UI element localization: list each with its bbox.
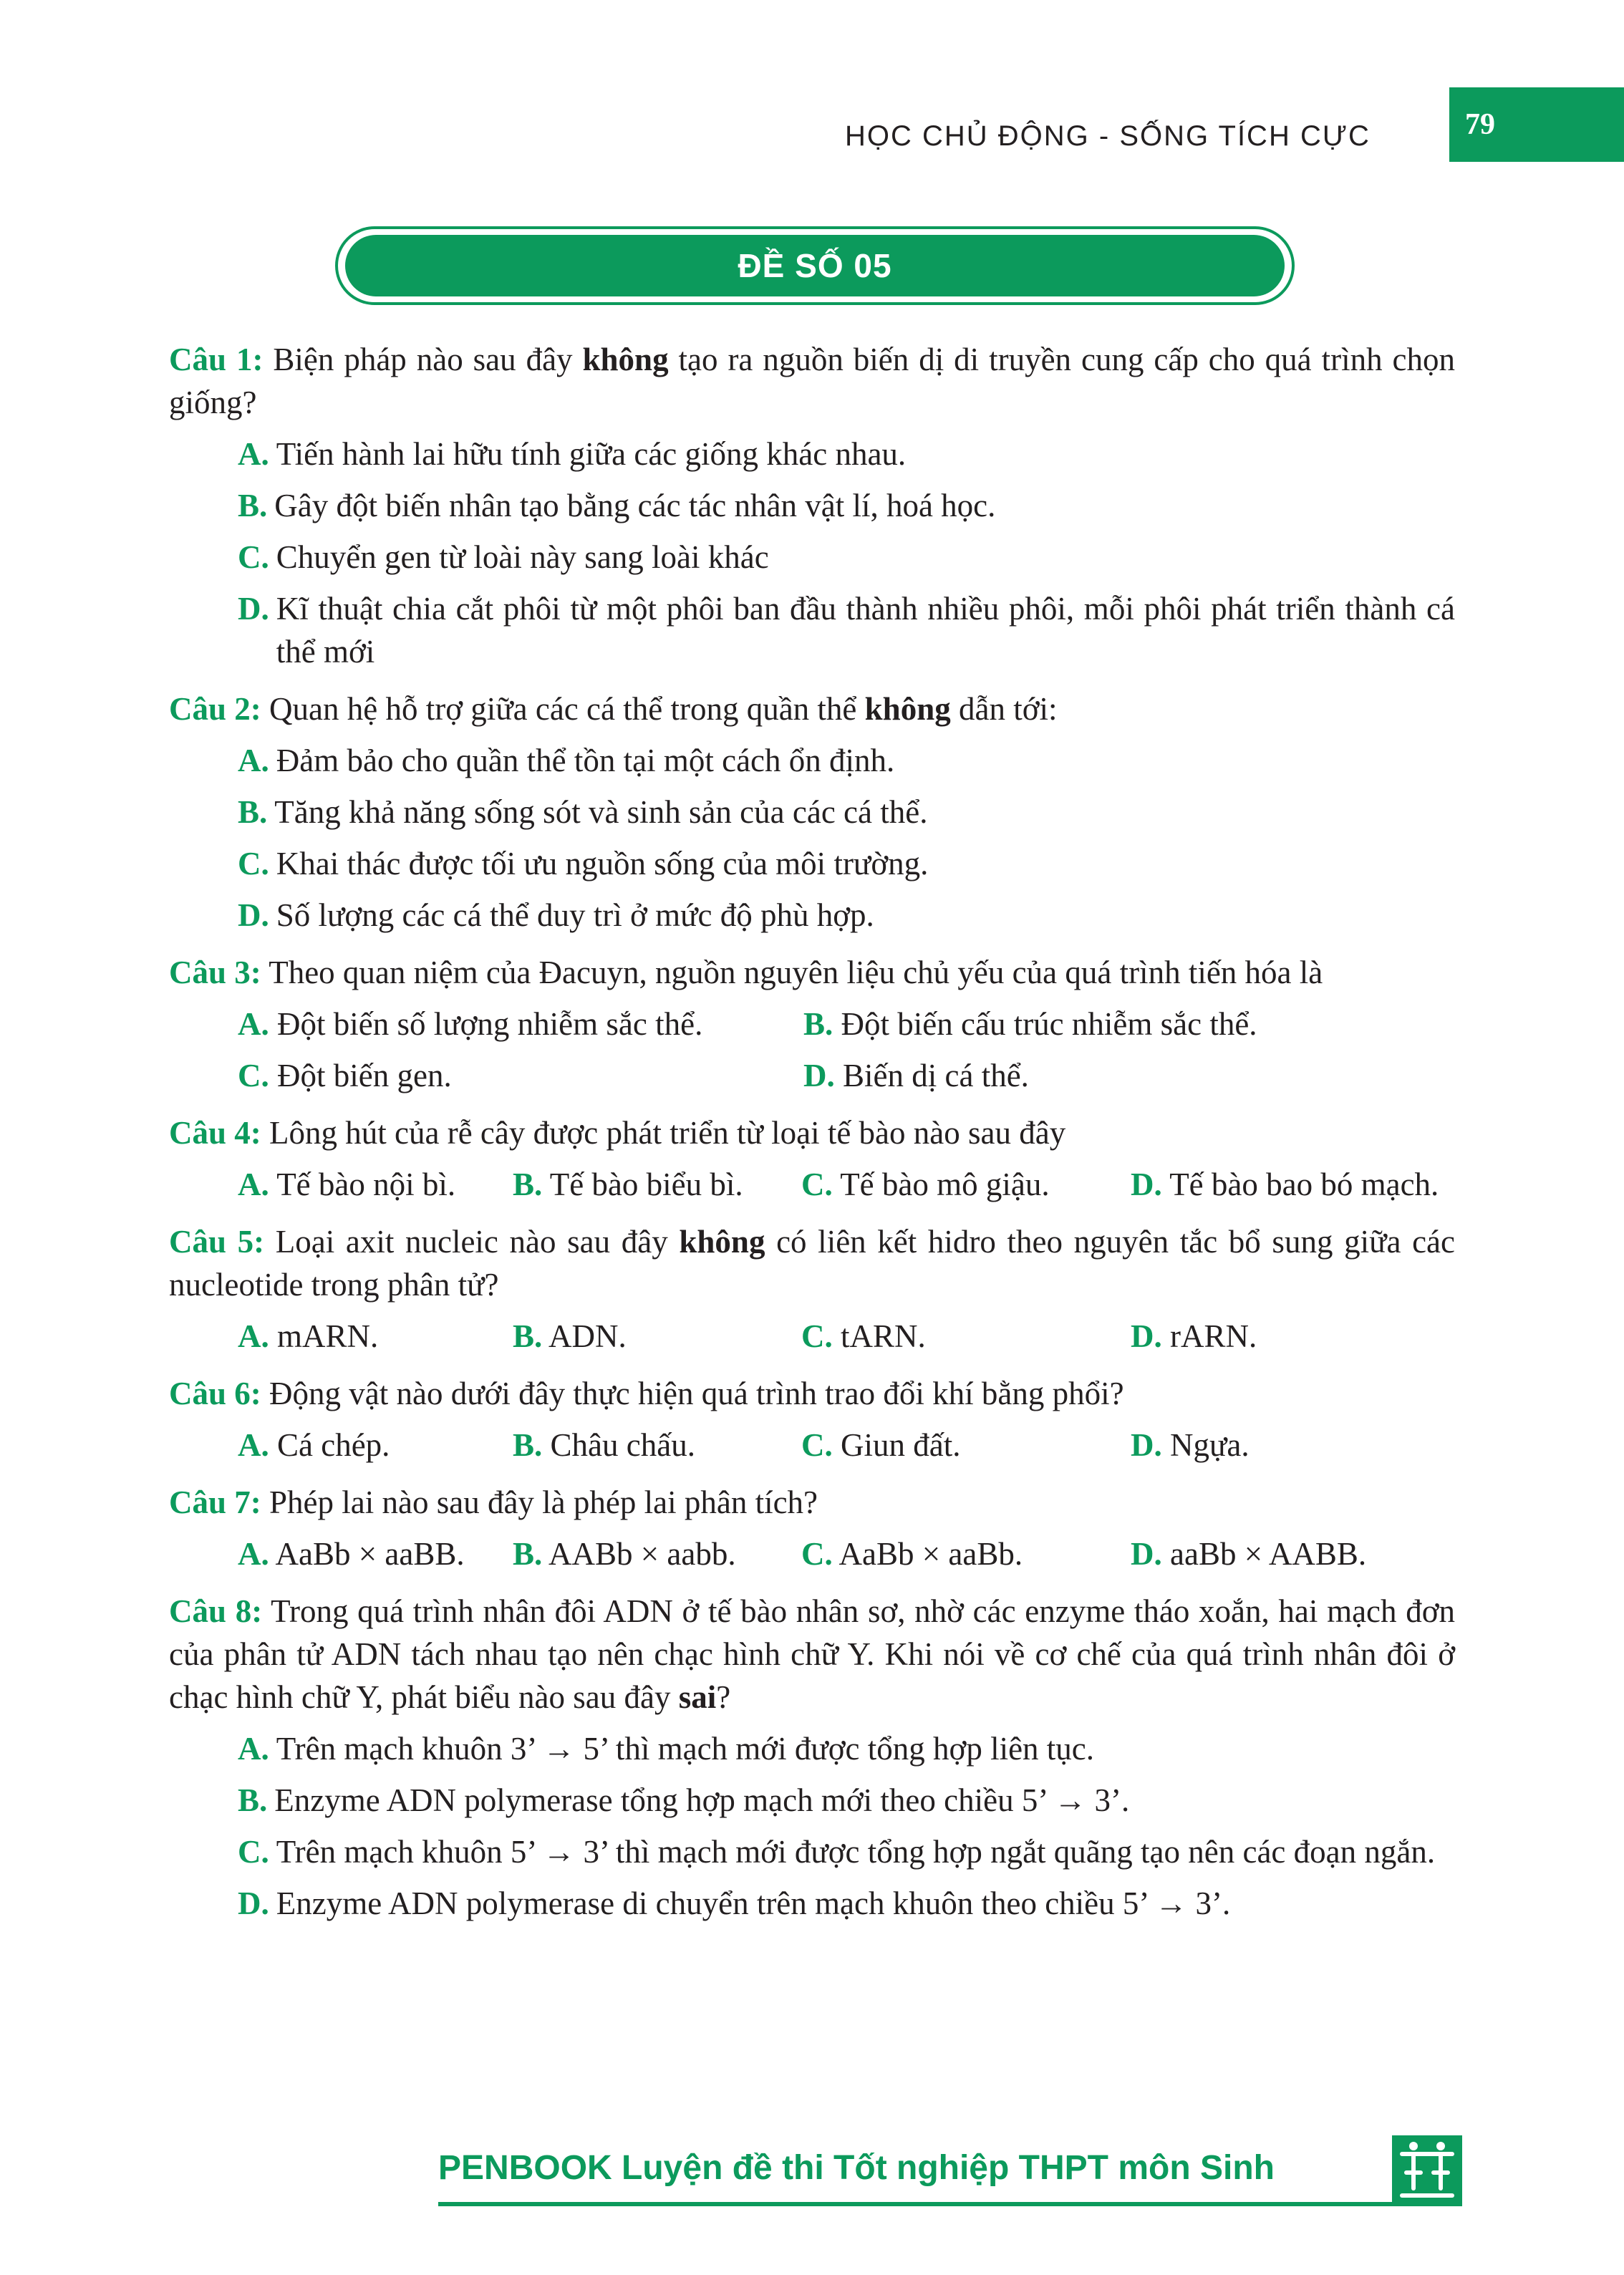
answer-option-c [238,536,1455,579]
option-label: D. [1131,1167,1162,1202]
option-label: C. [238,1834,269,1870]
option-text: Enzyme ADN polymerase di chuyển trên mạch khuôn theo chiều 5’ → 3’. [276,1885,1231,1921]
option-label: C. [801,1167,833,1202]
answer-option-d [238,1882,1455,1925]
answer-option-b [513,1532,801,1575]
option-label: B. [803,1006,833,1042]
option-label: A. [238,743,269,778]
answer-options [238,1727,1455,1925]
answer-option-d [1131,1315,1257,1358]
question-label: Câu 4: [169,1115,261,1151]
option-text: Tăng khả năng sống sót và sinh sản của các cá thể. [274,794,928,830]
answer-option-b [803,1003,1369,1045]
option-text: ADN. [548,1318,627,1354]
option-text: Trên mạch khuôn 5’ → 3’ thì mạch mới được tổng hợp ngắt quãng tạo nên các đoạn ngắn. [276,1834,1436,1870]
option-label: A. [238,436,269,472]
option-text: Trên mạch khuôn 3’ → 5’ thì mạch mới được tổng hợp liên tục. [276,1731,1095,1767]
question-label: Câu 2: [169,691,261,727]
question-8 [169,1590,1455,1925]
option-text: Giun đất. [841,1427,961,1463]
question-label: Câu 7: [169,1484,261,1520]
option-label: B. [238,488,268,523]
option-label: D. [803,1058,835,1093]
answer-option-d [238,587,1455,673]
options-row [238,1003,1455,1045]
footer-divider [438,2202,1462,2206]
question-text: tạo ra nguồn biến dị di truyền cung cấp cho quá trình chọn giống? [169,342,1455,420]
option-text: tARN. [841,1318,926,1354]
answer-option-b [238,1779,1455,1822]
answer-option-a [238,1315,513,1358]
option-label: B. [238,1782,268,1818]
question-label: Câu 6: [169,1376,261,1411]
question-7 [169,1481,1455,1575]
option-text: Tế bào bao bó mạch. [1169,1167,1439,1202]
question-3 [169,951,1455,1097]
option-label: D. [1131,1427,1162,1463]
answer-option-a [238,1727,1455,1770]
emphasis-text: không [582,342,669,377]
answer-option-c [238,1054,803,1097]
answer-option-c [238,1830,1455,1873]
answer-option-d [238,894,1455,937]
option-label: B. [238,794,268,830]
option-text: Biến dị cá thể. [843,1058,1029,1093]
option-label: D. [1131,1318,1162,1354]
question-text: Biện pháp nào sau đây [273,342,583,377]
answer-options [238,1163,1455,1206]
option-text: Enzyme ADN polymerase tổng hợp mạch mới theo chiều 5’ → 3’. [274,1782,1130,1818]
option-label: A. [238,1318,269,1354]
answer-options [238,1315,1455,1358]
option-label: A. [238,1427,269,1463]
footer-title: PENBOOK Luyện đề thi Tốt nghiệp THPT môn Sinh [438,2149,1275,2187]
options-row [238,1054,1455,1097]
options-row [238,1315,1455,1358]
question-stem [169,1590,1455,1719]
answer-options [238,1424,1455,1467]
question-text: Quan hệ hỗ trợ giữa các cá thể trong quần thể [269,691,865,727]
option-text: Tiến hành lai hữu tính giữa các giống khác nhau. [276,436,907,472]
option-text: Đảm bảo cho quần thể tồn tại một cách ổn định. [276,743,895,778]
option-text: AaBb × aaBb. [838,1536,1023,1572]
publisher-logo-icon [1392,2135,1462,2206]
options-row [238,1532,1455,1575]
option-label: C. [801,1536,833,1572]
option-text: mARN. [277,1318,379,1354]
answer-options [238,1532,1455,1575]
option-text: Tế bào biểu bì. [549,1167,743,1202]
option-text: AaBb × aaBB. [275,1536,465,1572]
option-label: A. [238,1536,269,1572]
option-text: Kĩ thuật chia cắt phôi từ một phôi ban đầu thành nhiều phôi, mỗi phôi phát triển thành cá thể mới [276,591,1455,670]
options-row [238,1163,1455,1206]
question-text: Loại axit nucleic nào sau đây [275,1224,680,1260]
question-6 [169,1372,1455,1467]
answer-option-d [803,1054,1369,1097]
answer-option-a [238,433,1455,475]
option-text: rARN. [1170,1318,1257,1354]
question-stem [169,1481,1455,1524]
question-label: Câu 3: [169,955,261,990]
option-label: A. [238,1006,269,1042]
answer-options [238,433,1455,673]
answer-option-d [1131,1424,1250,1467]
question-text: dẫn tới: [950,691,1058,727]
question-stem [169,687,1455,730]
question-2 [169,687,1455,937]
option-label: D. [1131,1536,1162,1572]
exam-title-banner [335,226,1295,305]
question-1 [169,338,1455,673]
answer-option-b [238,791,1455,834]
option-text: Ngựa. [1170,1427,1250,1463]
option-label: B. [513,1318,543,1354]
question-stem [169,1220,1455,1306]
question-text: Động vật nào dưới đây thực hiện quá trình trao đổi khí bằng phổi? [269,1376,1124,1411]
answer-option-b [513,1424,801,1467]
answer-option-b [238,484,1455,527]
answer-options [238,739,1455,937]
option-label: C. [801,1318,833,1354]
option-text: Đột biến cấu trúc nhiễm sắc thể. [841,1006,1257,1042]
option-text: Khai thác được tối ưu nguồn sống của môi trường. [276,846,929,881]
answer-option-c [801,1532,1131,1575]
question-list [169,338,1455,1939]
option-label: C. [238,1058,269,1093]
options-row [238,1424,1455,1467]
answer-option-a [238,1424,513,1467]
option-text: Đột biến số lượng nhiễm sắc thể. [277,1006,703,1042]
question-text: có liên kết hidro theo nguyên tắc bổ sung giữa các nucleotide trong phân tử? [169,1224,1455,1303]
option-label: B. [513,1427,543,1463]
option-label: A. [238,1167,269,1202]
answer-options [238,1003,1455,1097]
answer-option-d [1131,1532,1366,1575]
option-text: Số lượng các cá thể duy trì ở mức độ phù hợp. [276,897,874,933]
option-text: Tế bào nội bì. [276,1167,456,1202]
question-5 [169,1220,1455,1358]
question-label: Câu 8: [169,1593,263,1629]
option-label: C. [238,846,269,881]
question-stem [169,1111,1455,1154]
question-label: Câu 5: [169,1224,265,1260]
option-text: Đột biến gen. [277,1058,452,1093]
option-text: aaBb × AABB. [1170,1536,1367,1572]
exam-title: ĐỀ SỐ 05 [345,235,1285,296]
answer-option-c [238,842,1455,885]
question-stem [169,1372,1455,1415]
answer-option-a [238,1163,513,1206]
option-label: C. [238,539,269,575]
running-header: HỌC CHỦ ĐỘNG - SỐNG TÍCH CỰC [845,120,1371,152]
option-text: Châu chấu. [550,1427,695,1463]
option-label: B. [513,1536,543,1572]
option-text: Cá chép. [277,1427,390,1463]
page-number: 79 [1449,87,1624,162]
emphasis-text: sai [678,1679,717,1715]
option-label: D. [238,1885,269,1921]
answer-option-a [238,1003,803,1045]
option-text: Gây đột biến nhân tạo bằng các tác nhân vật lí, hoá học. [274,488,996,523]
question-text: Theo quan niệm của Đacuyn, nguồn nguyên liệu chủ yếu của quá trình tiến hóa là [269,955,1323,990]
option-label: D. [238,591,269,627]
answer-option-a [238,1532,513,1575]
emphasis-text: không [679,1224,765,1260]
answer-option-c [801,1163,1131,1206]
answer-option-c [801,1424,1131,1467]
question-stem [169,951,1455,994]
emphasis-text: không [864,691,951,727]
answer-option-b [513,1163,801,1206]
option-text: Tế bào mô giậu. [840,1167,1050,1202]
option-label: C. [801,1427,833,1463]
answer-option-b [513,1315,801,1358]
question-label: Câu 1: [169,342,264,377]
question-4 [169,1111,1455,1206]
question-stem [169,338,1455,424]
question-text: Trong quá trình nhân đôi ADN ở tế bào nhân sơ, nhờ các enzyme tháo xoắn, hai mạch đơn của phân tử ADN tách nhau tạo nên chạc hình chữ Y. Khi nói về cơ chế của quá trình nhân đôi ở chạc hình chữ Y, phát biểu nào sau đây [169,1593,1456,1715]
option-label: B. [513,1167,543,1202]
question-text: Phép lai nào sau đây là phép lai phân tích? [269,1484,818,1520]
question-text: Lông hút của rễ cây được phát triển từ loại tế bào nào sau đây [269,1115,1066,1151]
option-text: AABb × aabb. [548,1536,736,1572]
answer-option-a [238,739,1455,782]
option-label: D. [238,897,269,933]
answer-option-c [801,1315,1131,1358]
question-text: ? [716,1679,731,1715]
answer-option-d [1131,1163,1439,1206]
option-text: Chuyển gen từ loài này sang loài khác [276,539,769,575]
option-label: A. [238,1731,269,1767]
